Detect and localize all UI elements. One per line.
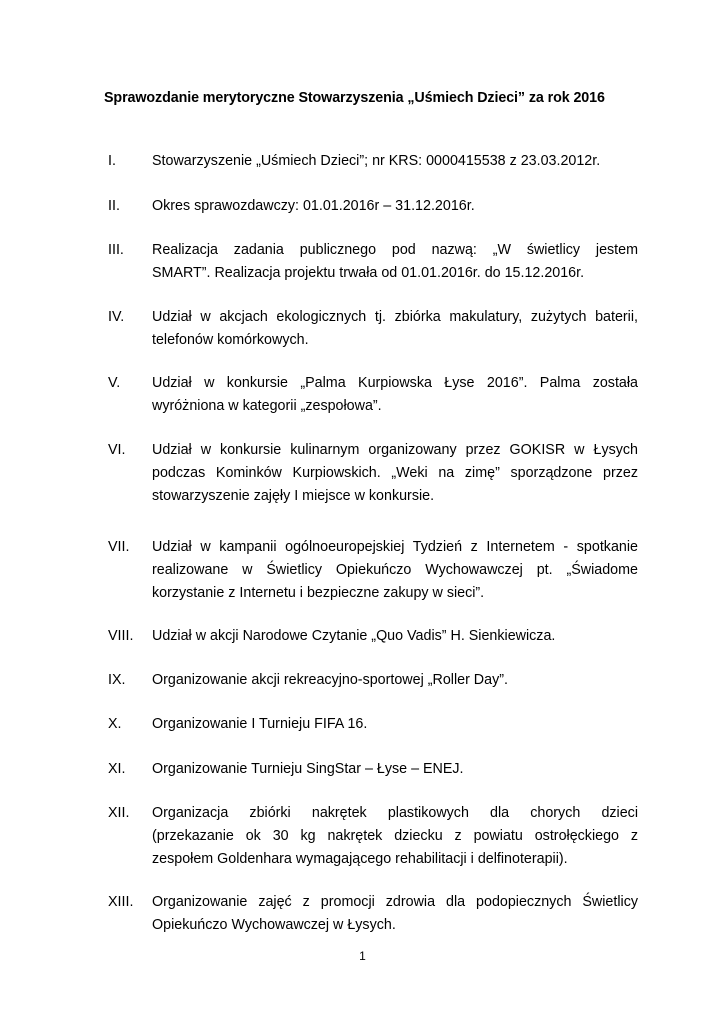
item-text-line: Okres sprawozdawczy: 01.01.2016r – 31.12.2016r.	[152, 198, 475, 214]
item-number: IV.	[108, 309, 125, 325]
report-item	[108, 625, 638, 648]
item-text-line: Udział w konkursie kulinarnym organizowany przez GOKISR w Łysych	[152, 442, 638, 458]
item-text-line: realizowane w Świetlicy Opiekuńczo Wychowawczej pt. „Świadome	[152, 561, 638, 578]
report-item	[108, 669, 638, 692]
item-number: V.	[108, 375, 121, 391]
item-number: IX.	[108, 672, 126, 688]
item-text-line: (przekazanie ok 30 kg nakrętek dziecku z powiatu ostrołęckiego z	[152, 827, 638, 844]
item-text	[152, 306, 638, 352]
item-number: XII.	[108, 805, 130, 821]
item-number: VI.	[108, 442, 126, 458]
item-text-line: Organizowanie akcji rekreacyjno-sportowej „Roller Day”.	[152, 672, 508, 688]
item-text-line: Organizowanie zajęć z promocji zdrowia dla podopiecznych Świetlicy	[152, 894, 638, 910]
item-text-line: Organizowanie Turnieju SingStar – Łyse – ENEJ.	[152, 761, 464, 777]
report-item	[108, 372, 638, 418]
item-text	[152, 669, 638, 692]
page-number: 1	[359, 949, 366, 963]
item-text	[152, 239, 638, 285]
item-text	[152, 150, 638, 173]
item-text	[152, 891, 638, 937]
report-item	[108, 306, 638, 352]
item-number: XI.	[108, 761, 126, 777]
item-text-line: Opiekuńczo Wychowawczej w Łysych.	[152, 916, 396, 933]
item-number: I.	[108, 153, 116, 169]
document-title: Sprawozdanie merytoryczne Stowarzyszenia „Uśmiech Dzieci” za rok 2016	[104, 90, 605, 106]
item-text	[152, 536, 638, 604]
item-text-line: stowarzyszenie zajęły I miejsce w konkursie.	[152, 487, 435, 504]
item-text-line: Udział w kampanii ogólnoeuropejskiej Tydzień z Internetem - spotkanie	[152, 539, 638, 555]
item-text-line: korzystanie z Internetu i bezpieczne zakupy w sieci”.	[152, 584, 485, 601]
report-item	[108, 195, 638, 218]
item-number: X.	[108, 716, 122, 732]
item-number: VII.	[108, 539, 130, 555]
item-text-line: Udział w akcji Narodowe Czytanie „Quo Vadis” H. Sienkiewicza.	[152, 628, 556, 644]
item-text-line: SMART”. Realizacja projektu trwała od 01.01.2016r. do 15.12.2016r.	[152, 264, 585, 281]
item-text	[152, 439, 638, 507]
item-text	[152, 713, 638, 736]
report-item	[108, 439, 638, 507]
item-text	[152, 195, 638, 218]
item-text	[152, 372, 638, 418]
item-text	[152, 625, 638, 648]
item-text-line: Udział w akcjach ekologicznych tj. zbiórka makulatury, zużytych baterii,	[152, 309, 638, 325]
item-text-line: Organizowanie I Turnieju FIFA 16.	[152, 716, 368, 732]
item-text-line: Realizacja zadania publicznego pod nazwą: „W świetlicy jestem	[152, 242, 638, 258]
item-number: III.	[108, 242, 124, 258]
item-text-line: telefonów komórkowych.	[152, 331, 309, 348]
report-item	[108, 536, 638, 604]
item-text	[152, 802, 638, 870]
report-item	[108, 150, 638, 173]
item-text-line: wyróżniona w kategorii „zespołowa”.	[152, 397, 382, 414]
item-number: II.	[108, 198, 120, 214]
report-item	[108, 239, 638, 285]
report-item	[108, 802, 638, 870]
report-item	[108, 891, 638, 937]
item-text-line: Stowarzyszenie „Uśmiech Dzieci”; nr KRS: 0000415538 z 23.03.2012r.	[152, 153, 601, 169]
item-number: XIII.	[108, 894, 134, 910]
item-text	[152, 758, 638, 781]
report-item	[108, 758, 638, 781]
item-number: VIII.	[108, 628, 134, 644]
item-text-line: Udział w konkursie „Palma Kurpiowska Łyse 2016”. Palma została	[152, 375, 638, 391]
item-text-line: podczas Kominków Kurpiowskich. „Weki na zimę” sporządzone przez	[152, 464, 638, 481]
item-text-line: zespołem Goldenhara wymagającego rehabilitacji i delfinoterapii).	[152, 850, 568, 867]
report-item	[108, 713, 638, 736]
item-text-line: Organizacja zbiórki nakrętek plastikowych dla chorych dzieci	[152, 805, 638, 821]
